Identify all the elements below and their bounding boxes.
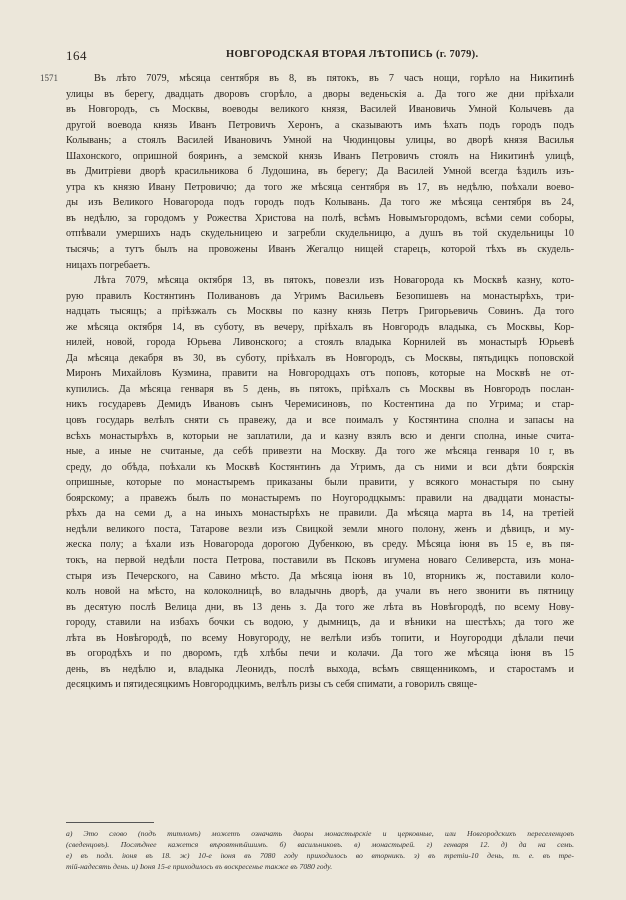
text-line: Шахонского, опришной бояринъ, а земской князь Иванъ Петровичъ стоялъ на Никитинѣ улицѣ, [66,150,574,162]
page-number: 164 [66,48,87,63]
footnotes [66,828,574,872]
text-line: день, въ недѣлю и, владыка Леонидъ, послѣ выхода, всѣмъ священникомъ, и старостамъ и [66,663,574,675]
margin-year: 1571 [40,73,58,83]
text-line: другой воевода князь Иванъ Петровичъ Херонъ, а сказываютъ имъ ѣхать подъ городъ подъ [66,119,574,131]
text-line: въ десятую послѣ Велица дни, въ 13 день з. Да того же лѣта въ Новѣгородѣ, по всему Нову- [66,601,574,613]
text-line: Миронъ Михайловъ Кузмина, правити на Новгородцахъ отъ поповъ, которые на Москвѣ не от- [66,368,574,380]
text-line: отпѣвали умершихъ надъ скудельницею и загребли скудельницю, а душъ въ той скудельницы 10 [66,228,574,240]
text-line: рую правилъ Костянтинъ Поливановъ да Угримъ Васильевъ Безопишевъ на монастырѣхъ, три- [66,290,574,302]
text-line: десяцкимъ и пятидесяцкимъ Новгородцкимъ, велѣлъ ризы съ себя спимати, а говорилъ свяще- [66,679,478,691]
footnote-line: а) Это слово (подъ титломъ) можетъ означать дворы монастырскіе и церковные, или Новгородскихъ переселенцовъ [66,829,574,838]
text-line: боярскому; а правежъ былъ по монастыремъ по Ноугородцкымъ: правили на двадцати монасты- [66,492,574,504]
text-line: въ Новгородъ, съ Москвы, воеводы великого князя, Василей Ивановичь Умной Колычевъ да [66,104,574,116]
text-line: улицы въ берегу, двадцать дворовъ сгорѣло, а дворы веденьскія а. Да того же дни пріѣхали [66,88,574,100]
text-line: среду, до обѣда, поѣхали къ Москвѣ Костянтинъ да Угримъ, да съ ними и вси дѣти боярскія [66,461,574,473]
chronicle-text [66,71,574,693]
text-line: всѣхъ монастырѣхъ в, которыи не заплатили, да и казну взялъ всю и денги сполна, иные счита- [66,430,574,442]
page-header [66,48,566,64]
text-line: Въ лѣто 7079, мѣсяца сентября въ 8, въ пятокъ, въ 7 часъ нощи, горѣло на Никитинѣ [94,73,574,84]
text-line: цовъ государь велѣлъ сняти съ правежу, да и все поималъ у Костянтина сполна и запасы на [66,415,574,427]
text-line: Колывань; а стоялъ Василей Ивановичъ Умной на Чюдинцовы улицы, во дворѣ князя Василья [66,135,574,147]
text-line: Да мѣсяца декабря въ 30, въ суботу, пріѣхалъ въ Новгородъ, съ Москвы, пятьдицкъ поповской [66,352,574,364]
text-line: въ огородѣхъ и по дворомъ, гдѣ хлѣбы печи и колачи. Да того же мѣсяца іюня въ 15 [66,648,574,660]
text-line: въ Дмитріеви дворѣ красильникова б Лудошина, въ берегу; Да Василей Умной всегда ѣздилъ изъ- [66,166,574,178]
text-line: ды изъ Великого Новагорода подъ городъ подъ Колывань. Да того же мѣсяца сентября въ 24, [66,197,574,209]
text-line: Лѣта 7079, мѣсяца октября 13, въ пятокъ, повезли изъ Новагорода къ Москвѣ казну, кото- [94,275,574,287]
text-line: опришные, которые по монастыремъ приказаны были правити, у всякого монастыря по сыну [66,477,574,489]
running-title: НОВГОРОДСКАЯ ВТОРАЯ ЛѢТОПИСЬ (г. 7079). [226,49,479,60]
text-line: жеска полу; а ѣхали изъ Новагорода дорогою Дубенкою, въ среду. Мѣсяца іюня въ 15 е, въ пя- [66,539,574,551]
text-line: стыря изъ Печерского, на Савино мѣсто. Да мѣсяца іюня въ 10, вторникъ ж, поставили коло- [66,570,574,582]
text-line: ницахъ погребаетъ. [66,259,151,271]
footnote-line: (сведенцовъ). Послѣднее кажется вѣроятнѣйшимъ. б) васильниковъ. в) монастырей. г) генваря 12. д) да на семь. [66,840,574,849]
text-line: рѣхъ да на семи д, а на иныхъ монастырѣхъ не правили. Да мѣсяца марта въ 14, на третiей [66,508,574,520]
footnote-line: е) въ подл. іюня въ 18. ж) 10-е іюня въ 7080 году приходилось во вторникъ. з) въ третiи-10 день, т. е. въ тре- [66,851,574,860]
footnote-line: тiй-надесять день. и) Іюня 15-е приходилось въ воскресенье также въ 7080 году. [66,862,333,871]
text-line: же мѣсяца октября 14, въ суботу, въ вечеру, пріѣхалъ въ Новгородъ владыка, съ Москвы, Кор- [66,321,574,333]
text-line: надцать тысящъ; а пріѣзжалъ съ Москвы по казну князь Петръ Григорьевичь Совинъ. Да того [66,306,574,318]
text-line: токъ, на первой недѣли поста Петрова, поставили въ Псковъ игумена новаго Селиверста, изъ мона- [66,554,574,566]
text-line: никъ государевъ Демидъ Ивановъ сынъ Черемисиновъ, по Костентина да по Угрима; и стар- [66,399,574,411]
text-line: нилей, новой, города Юрьева Ливонского; а стоялъ владыка Корнилей въ монастырѣ Юрьевѣ [66,337,574,349]
text-line: купились. Да мѣсяца генваря въ 5 день, въ пятокъ, пріѣхалъ съ Москвы въ Новгородъ послан- [66,383,574,395]
text-line: ные, а иные не считаные, да себѣ привезти на Москву. Да того же мѣсяца генваря 10 г, въ [66,446,574,458]
text-line: колъ новой на мѣсто, на колоколницѣ, во владычнь дворѣ, да учали въ него звонити въ пятницу [66,586,574,598]
text-line: городу, ставили на избахъ бочки съ водою, у дымницъ, да и вѣники на шестѣхъ; да того же [66,617,574,629]
text-line: въ недѣлю, за городомъ у Рожества Христова на полѣ, всѣмъ Новымъгородомъ, всѣми семи соборы, [66,212,574,224]
footnote-rule [66,822,154,823]
text-line: лѣта въ Новѣгородѣ, по всему Новугороду, не велѣли избъ топити, и Ноугородци дѣлали печи [66,632,574,644]
text-line: тысячь; а тутъ былъ на провожены Иванъ Жегалцо нищей старецъ, которой тѣхъ въ скудель- [66,244,574,256]
text-line: недѣли великого поста, Татарове везли изъ Свицкой земли много полону, женъ и дѣвицъ, и му- [66,523,574,535]
text-line: утра къ князю Ивану Петровичю; да того же мѣсяца сентября въ 17, въ недѣлю, поѣхали воево- [66,181,574,193]
